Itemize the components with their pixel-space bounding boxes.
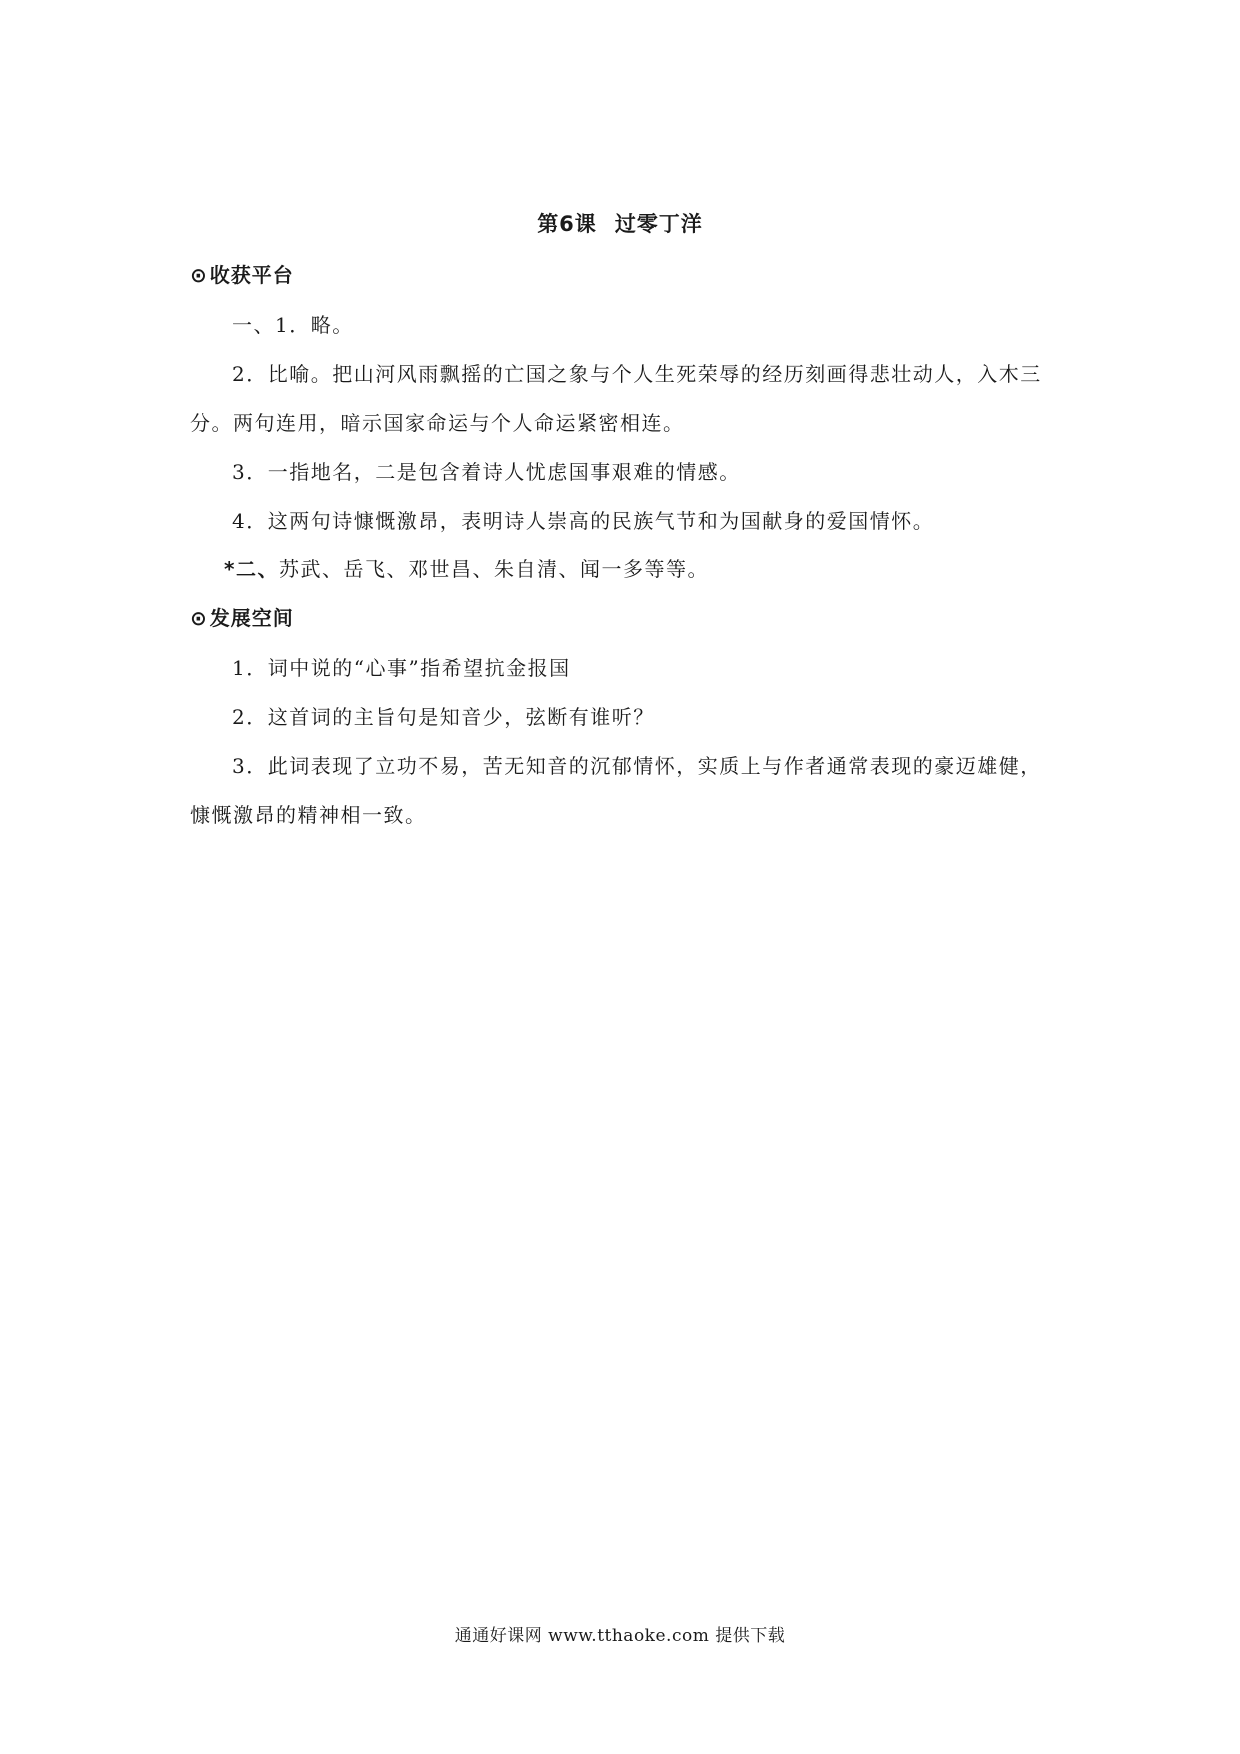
answer-line-2-cont: 分。两句连用，暗示国家命运与个人命运紧密相连。 [190, 411, 685, 435]
answer-line-4: 4．这两句诗慷慨激昂，表明诗人崇高的民族气节和为国献身的爱国情怀。 [232, 509, 935, 533]
extra-lead: *二、 [224, 557, 279, 581]
lesson-number: 第6课 [537, 212, 597, 236]
answer-line-1: 一、1．略。 [232, 313, 354, 337]
page-title [0, 208, 1240, 238]
circle-dot-icon: ⊙ [190, 606, 208, 630]
extra-text: 苏武、岳飞、邓世昌、朱自清、闻一多等等。 [278, 557, 709, 581]
section-heading-development [190, 602, 294, 631]
dev-line-1: 1．词中说的“心事”指希望抗金报国 [232, 656, 571, 680]
dev-line-2: 2．这首词的主旨句是知音少，弦断有谁听？ [232, 705, 655, 729]
section-heading-harvest [190, 259, 294, 288]
section-heading-label: 收获平台 [209, 263, 294, 287]
lesson-name: 过零丁洋 [614, 212, 703, 236]
dev-line-3-cont: 慷慨激昂的精神相一致。 [190, 803, 427, 827]
answer-line-extra [224, 553, 709, 582]
circle-dot-icon: ⊙ [190, 263, 208, 287]
section-heading-label: 发展空间 [209, 606, 294, 630]
dev-line-3: 3．此词表现了立功不易，苦无知音的沉郁情怀，实质上与作者通常表现的豪迈雄健， [232, 754, 1042, 778]
answer-line-2: 2．比喻。把山河风雨飘摇的亡国之象与个人生死荣辱的经历刻画得悲壮动人，入木三 [232, 362, 1042, 386]
answer-line-3: 3．一指地名，二是包含着诗人忧虑国事艰难的情感。 [232, 460, 741, 484]
page-footer: 通通好课网 www.tthaoke.com 提供下载 [454, 1626, 786, 1646]
